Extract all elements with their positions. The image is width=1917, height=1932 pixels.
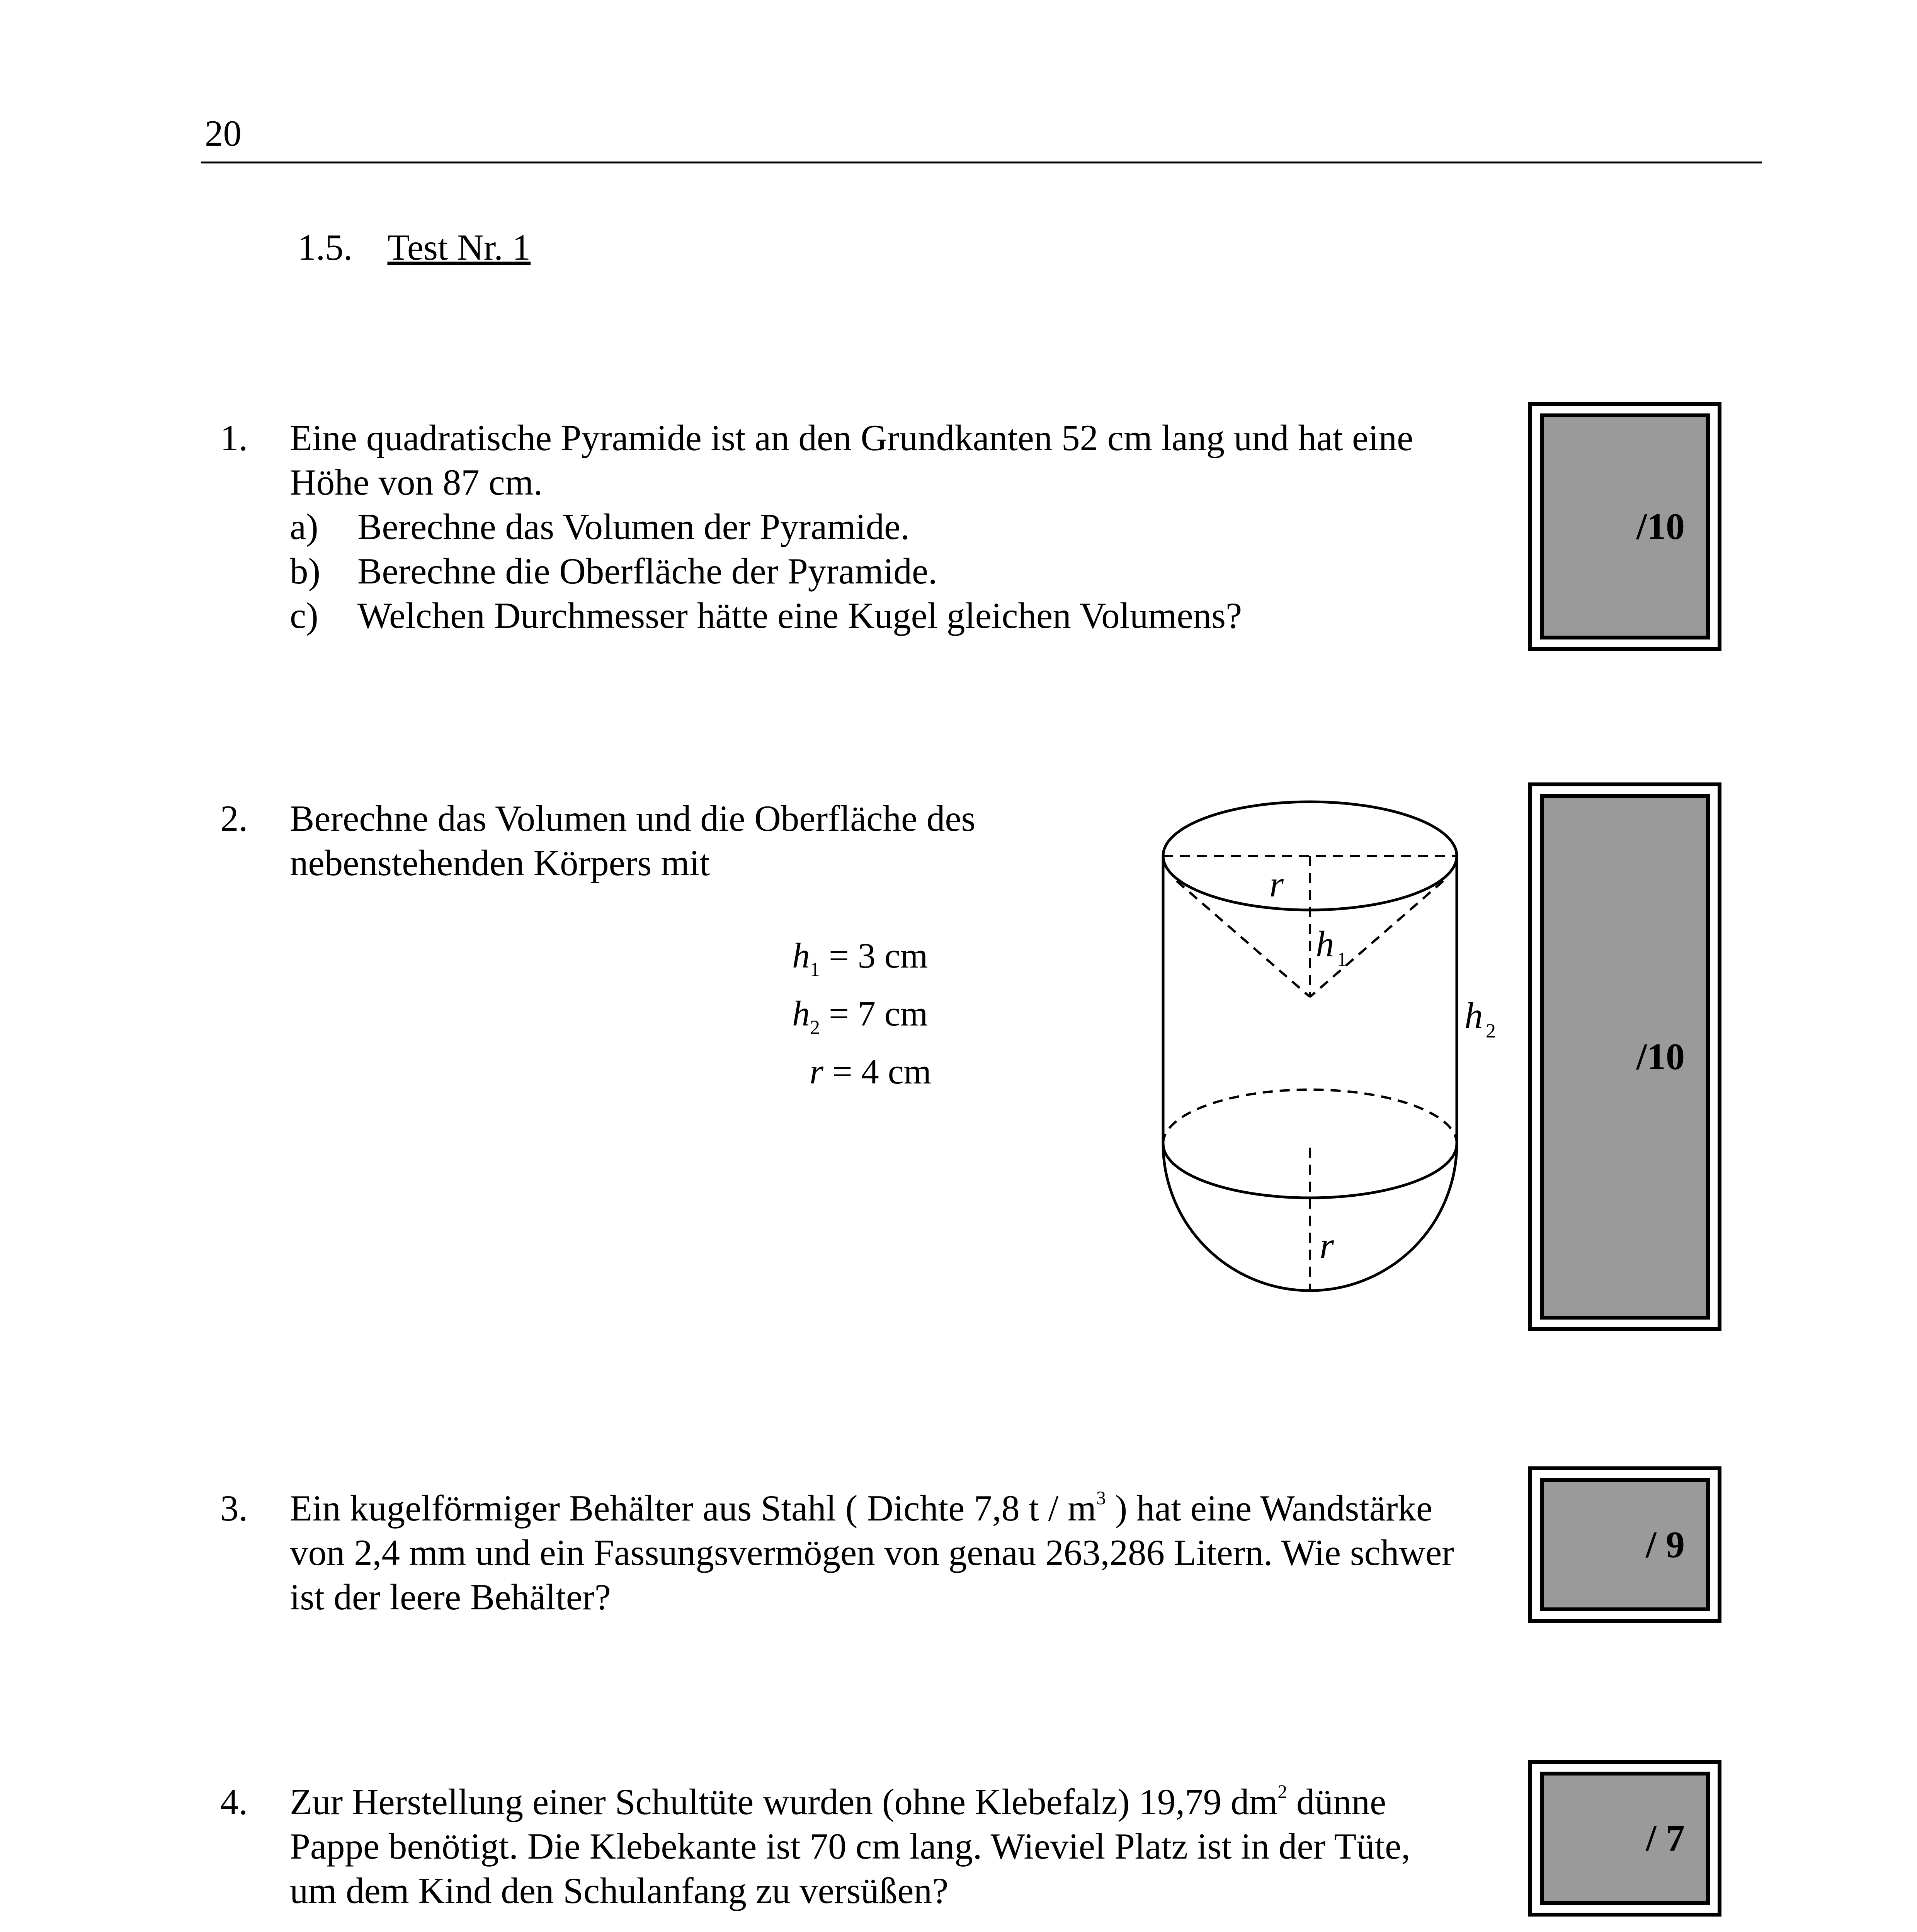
q2-line1: Berechne das Volumen und die Oberfläche des (290, 798, 976, 839)
section-title: Test Nr. 1 (387, 227, 531, 268)
q2-score-box (1528, 782, 1721, 1331)
q1-line1: Eine quadratische Pyramide ist an den Grundkanten 52 cm lang und hat eine (290, 417, 1414, 458)
q3-line3: ist der leere Behälter? (290, 1577, 611, 1617)
q1-a-label: a) (290, 506, 318, 547)
q2-line2: nebenstehenden Körpers mit (290, 842, 710, 883)
q4-line2: Pappe benötigt. Die Klebekante ist 70 cm lang. Wieviel Platz ist in der Tüte, (290, 1826, 1411, 1867)
header-rule (201, 162, 1762, 163)
q1-a-text: Berechne das Volumen der Pyramide. (357, 506, 910, 547)
q1-b-text: Berechne die Oberfläche der Pyramide. (357, 551, 937, 592)
q4-score: / 7 (1646, 1817, 1685, 1859)
fig-label-h1-sub: 1 (1337, 949, 1347, 971)
section-number: 1.5. (298, 227, 353, 268)
q1-c-label: c) (290, 595, 318, 636)
q4-number: 4. (220, 1781, 248, 1822)
q2-given-r: r = 4 cm (810, 1052, 932, 1091)
q1-b-label: b) (290, 551, 321, 592)
fig-label-r-bottom: r (1320, 1225, 1334, 1266)
q2-figure (1140, 781, 1496, 1314)
q2-given-h2: $h_2 = 7$ cm (792, 994, 928, 1039)
q3-line2: von 2,4 mm und ein Fassungsvermögen von genau 263,286 Litern. Wie schwer (290, 1532, 1454, 1573)
q1-c-text: Welchen Durchmesser hätte eine Kugel gleichen Volumens? (357, 595, 1242, 636)
q1-score-box (1528, 402, 1721, 651)
fig-label-h1: h (1316, 923, 1334, 964)
q2-score: /10 (1636, 1036, 1685, 1078)
q4-line1: Zur Herstellung einer Schultüte wurden (ohne Klebefalz) 19,79 $dm^2$ dünne (290, 1781, 1386, 1822)
q3-score-box (1528, 1466, 1721, 1623)
bottom-ellipse-back (1163, 1090, 1457, 1144)
q1-line2: Höhe von 87 cm. (290, 462, 543, 503)
section-heading (298, 226, 531, 269)
fig-label-h2: h (1465, 995, 1483, 1036)
q1-score: /10 (1636, 505, 1685, 548)
cone-left-slant (1177, 881, 1310, 997)
q4-score-box (1528, 1760, 1721, 1917)
q1-number: 1. (220, 417, 248, 458)
q4-line3: um dem Kind den Schulanfang zu versüßen? (290, 1870, 949, 1911)
q2-number: 2. (220, 798, 248, 839)
q3-number: 3. (220, 1488, 248, 1529)
q2-given-h1: $h_1 = 3$ cm (792, 936, 928, 981)
page-number: 20 (205, 113, 242, 154)
fig-label-h2-sub: 2 (1486, 1020, 1496, 1042)
q3-line1: Ein kugelförmiger Behälter aus Stahl ( Dichte 7,8 t / $m^3$ ) hat eine Wandstärke (290, 1487, 1433, 1529)
q3-score: / 9 (1646, 1524, 1685, 1566)
fig-label-r-top: r (1269, 864, 1284, 905)
